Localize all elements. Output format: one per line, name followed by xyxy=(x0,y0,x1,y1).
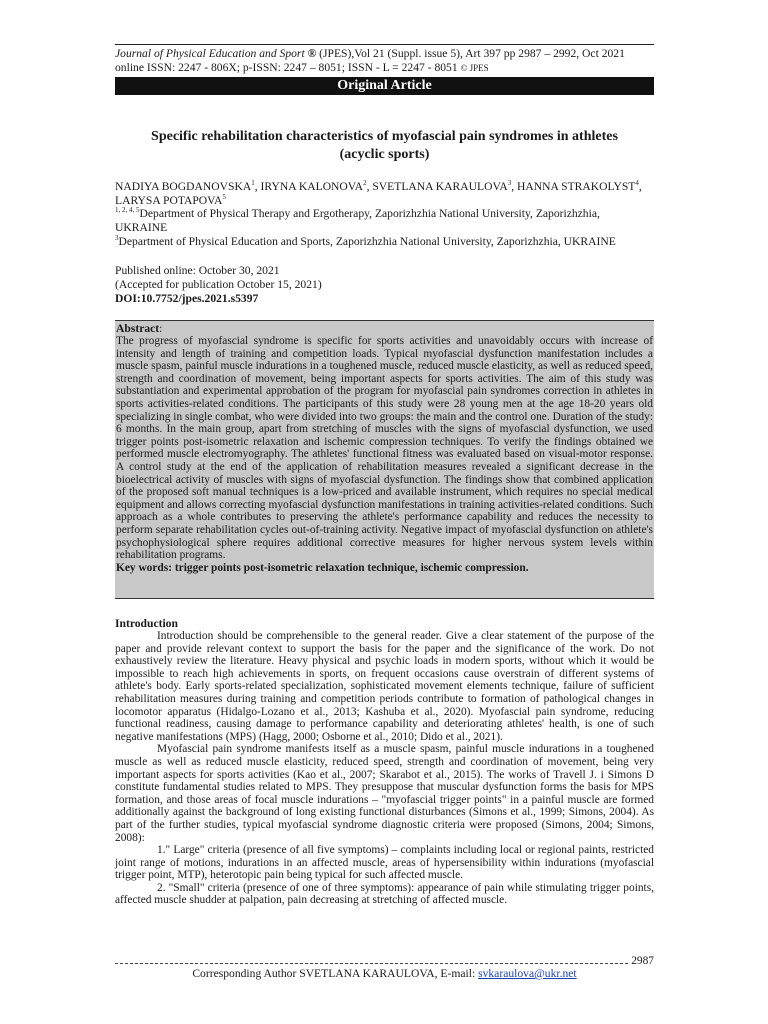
email-link[interactable]: svkaraulova@ukr.net xyxy=(478,967,577,980)
title-line-1: Specific rehabilitation characteristics of myofascial pain syndromes in athletes xyxy=(151,129,618,144)
body-paragraph: Introduction should be comprehensible to the general reader. Give a clear statement of the purpose of the paper and provide relevant context to support the basis for the paper and the significance of the work. Do not exhaustively review the literature. Heavy physical and psychic loads in modern sports, without which it would be impossible to reach high achievements in sports, on frequent occasions cause overstrain of different systems of athlete's body. Early sports-related specialization, sophisticated movement elements technique, failure of sufficient rehabilitation measures during training and competition periods contribute to formation of pathological changes in locomotor apparatus (Hidalgo-Lozano et al., 2013; Kashuba et al., 2020). Myofascial pain syndrome, reducing functional readiness, causing damage to performance capability and deteriorating athletes' health, is one of such negative manifestations (MPS) (Hagg, 2000; Osborne et al., 2010; Dido et al., 2021). xyxy=(115,630,654,743)
keywords xyxy=(116,562,653,575)
journal-header xyxy=(115,44,654,95)
body-paragraph: Myofascial pain syndrome manifests itself as a muscle spasm, painful muscle indurations in a toughened muscle as well as reduced muscle elasticity, reduced speed, strength and coordination of movement, being very important aspects for sports activities (Kao et al., 2007; Skarabot et al., 2015). The works of Travell J. i Simons D constitute fundamental studies related to MPS. They presuppose that muscular dysfunction forms the basis for MPS formation, and those areas of focal muscle indurations – "myofascial trigger points" in a painful muscle are formed additionally against the background of long existing functional disturbances (Simons et al., 1999; Simons, 2004). As part of the further studies, typical myofascial syndrome diagnostic criteria were proposed (Simons, 2004; Simons, 2008): xyxy=(115,743,654,844)
author-name: SVETLANA KARAULOVA xyxy=(372,180,508,193)
author-name: HANNA STRAKOLYST xyxy=(517,180,636,193)
dashed-rule xyxy=(115,956,628,964)
issn-text: online ISSN: 2247 - 806X; p-ISSN: 2247 – 8051; ISSN - L = 2247 - 8051 xyxy=(115,61,461,74)
author-name: IRYNA KALONOVA xyxy=(260,180,364,193)
page-number: 2987 xyxy=(631,955,654,967)
doi-link[interactable]: DOI:10.7752/jpes.2021.s5397 xyxy=(115,292,259,305)
author-sup: 3 xyxy=(507,179,512,188)
journal-details: (JPES),Vol 21 (Suppl. issue 5), Art 397 pp 2987 – 2992, Oct 2021 xyxy=(316,47,625,60)
keywords-label: Key words xyxy=(116,561,169,574)
accepted-date: (Accepted for publication October 15, 2021) xyxy=(115,278,322,291)
abstract-heading xyxy=(116,322,653,335)
abstract-box xyxy=(115,320,654,599)
article-type-banner: Original Article xyxy=(115,77,654,95)
keywords-list: : trigger points post-isometric relaxation technique, ischemic compression. xyxy=(168,561,529,574)
author-sup: 5 xyxy=(222,193,226,202)
affiliations xyxy=(115,207,654,249)
affiliation-2 xyxy=(115,235,654,249)
affiliation-sup: 3 xyxy=(115,234,119,243)
affiliation-text: Department of Physical Therapy and Ergotherapy, Zaporizhzhia National University, Zaporizhzhia, UKRAINE xyxy=(115,207,600,234)
author-name: NADIYA BOGDANOVSKA xyxy=(115,180,252,193)
author-sup: 1 xyxy=(251,179,255,188)
abstract-label: Abstract xyxy=(116,322,160,335)
publication-info xyxy=(115,264,654,306)
author-sup: 2 xyxy=(363,179,367,188)
author-sup: 4 xyxy=(635,179,639,188)
body-paragraph: 1." Large" criteria (presence of all five symptoms) – complaints including local or regional paints, restricted joint range of motions, indurations in an affected muscle, areas of hypersensibility within indurations (myofascial trigger point, MTP), heterotopic pain being typical for such affected muscle. xyxy=(115,844,654,882)
copyright-mark: © JPES xyxy=(460,63,489,73)
affiliation-1 xyxy=(115,207,654,235)
corresponding-author xyxy=(115,967,654,981)
corresponding-text: Corresponding Author SVETLANA KARAULOVA, E-mail: xyxy=(192,967,479,980)
header-rule xyxy=(115,44,654,45)
published-date: Published online: October 30, 2021 xyxy=(115,264,280,277)
registered-mark: ® xyxy=(307,47,317,60)
affiliation-sup: 1, 2, 4, 5 xyxy=(115,206,140,215)
body-paragraph: 2. "Small" criteria (presence of one of three symptoms): appearance of pain while stimulating trigger points, affected muscle shudder at palpation, pain decreasing at stretching of affected muscle. xyxy=(115,881,654,907)
author-name: LARYSA POTAPOVA xyxy=(115,194,223,207)
issn-line xyxy=(115,61,654,75)
title-line-2: (acyclic sports) xyxy=(339,147,430,162)
author-list: NADIYA BOGDANOVSKA$^1$, IRYNA KALONOVA$^2$, SVETLANA KARAULOVA$^3$, HANNA STRAKOLYST$^4$, LARYSA POTAPOVA$^5$ xyxy=(115,179,642,207)
journal-name: Journal of Physical Education and Sport xyxy=(115,47,305,60)
article-title xyxy=(115,128,654,164)
introduction-heading: Introduction xyxy=(115,617,178,630)
abstract-text: The progress of myofascial syndrome is specific for sports activities and unavoidably occurs with increase of intensity and length of training and competition loads. Typical myofascial dysfunction manifestation includes a muscle spasm, painful muscle indurations in a toughened muscle, reduced muscle elasticity, as well as reduced speed, strength and coordination of movement, being important aspects for sports activities. The aim of this study was substantiation and experimental approbation of the program for myofascial pain syndromes correction in athletes in sports activities-related conditions. The participants of this study were 28 young men at the age 18-20 years old specializing in single combat, who were divided into two groups: the main and the control one. Duration of the study: 6 months. In the main group, apart from stretching of muscles with the signs of myofascial dysfunction, we used trigger points post-isometric relaxation and ischemic compression techniques. To verify the findings obtained we performed muscle electromyography. The athletes' functional fitness was evaluated based on visual-motor response. A control study at the end of the application of rehabilitation measures revealed a significant decrease in the bioelectrical activity of muscles with signs of myofascial dysfunction. The findings show that combined application of the proposed soft manual techniques is a low-priced and available instrument, which requires no special medical equipment and allows correcting myofascial dysfunction manifestations in training activities-related conditions. Such approach as a whole contributes to preserving the athlete's performance capability and reduces the necessity to perform separate rehabilitation cycles out-of-training activity. Negative impact of myofascial dysfunction on athlete's psychophysiological sphere requires additional corrective measures for higher nervous system levels within rehabilitation programs. xyxy=(116,335,653,562)
journal-citation xyxy=(115,47,654,61)
abstract-colon: : xyxy=(159,322,163,335)
introduction-section xyxy=(115,617,654,907)
affiliation-text: Department of Physical Education and Sports, Zaporizhzhia National University, Zaporizhzhia, UKRAINE xyxy=(118,235,616,248)
